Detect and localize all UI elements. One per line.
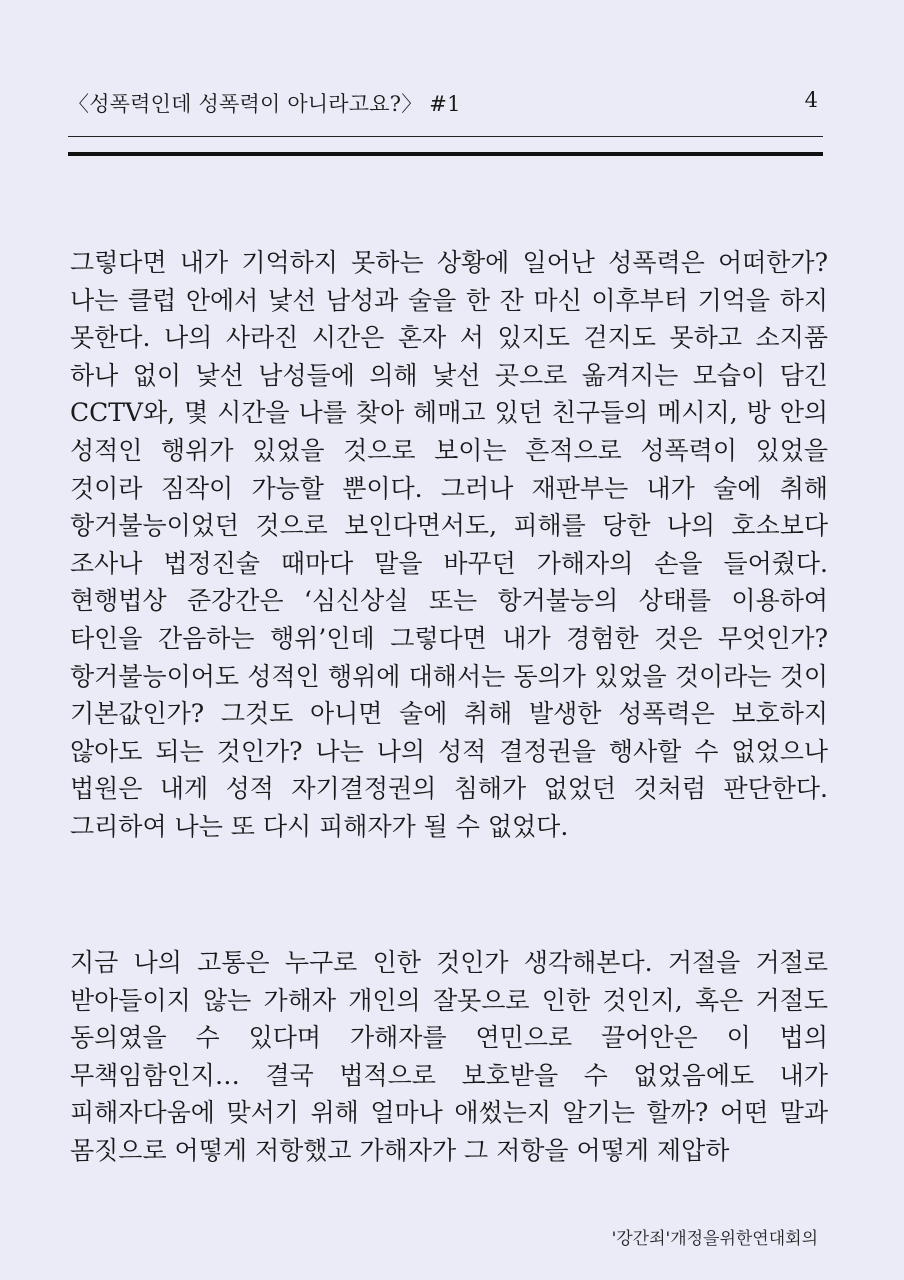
header-divider-thin bbox=[68, 136, 823, 137]
header-title: 〈성폭력인데 성폭력이 아니라고요?〉 #1 bbox=[68, 92, 461, 116]
body-paragraph-2: 지금 나의 고통은 누구로 인한 것인가 생각해본다. 거절을 거절로 받아들이지 않는 가해자 개인의 잘못으로 인한 것인지, 혹은 거절도 동의였을 수 있다며 가해자를 연민으로 끌어안은 이 법의 무책임함인지… 결국 법적으로 보호받을 수 없었음에도 내가 피해자다움에 맞서기 위해 얼마나 애썼는지 알기는 할까? 어떤 말과 몸짓으로 어떻게 저항했고 가해자가 그 저항을 어떻게 제압하 bbox=[70, 948, 828, 1165]
page-number: 4 bbox=[804, 88, 818, 112]
body-paragraph-1: 그렇다면 내가 기억하지 못하는 상황에 일어난 성폭력은 어떠한가? 나는 클럽 안에서 낯선 남성과 술을 한 잔 마신 이후부터 기억을 하지 못한다. 나의 사라진 시간은 혼자 서 있지도 걷지도 못하고 소지품 하나 없이 낯선 남성들에 의해 낯선 곳으로 옮겨지는 모습이 담긴 CCTV와, 몇 시간을 나를 찾아 헤매고 있던 친구들의 메시지, 방 안의 성적인 행위가 있었을 것으로 보이는 흔적으로 성폭력이 있었을 것이라 짐작이 가능할 뿐이다. 그러나 재판부는 내가 술에 취해 항거불능이었던 것으로 보인다면서도, 피해를 당한 나의 호소보다 조사나 법정진술 때마다 말을 바꾸던 가해자의 손을 들어줬다. 현행법상 준강간은 ‘심신상실 또는 항거불능의 상태를 이용하여 타인을 간음하는 행위’인데 그렇다면 내가 경험한 것은 무엇인가? 항거불능이어도 성적인 행위에 대해서는 동의가 있었을 것이라는 것이 기본값인가? 그것도 아니면 술에 취해 발생한 성폭력은 보호하지 않아도 되는 것인가? 나는 나의 성적 결정권을 행사할 수 없었으나 법원은 내게 성적 자기결정권의 침해가 없었던 것처럼 판단한다. 그리하여 나는 또 다시 피해자가 될 수 없었다. bbox=[70, 248, 828, 841]
footer-organization: '강간죄'개정을위한연대회의 bbox=[611, 1229, 818, 1249]
header-divider-thick bbox=[68, 152, 823, 156]
